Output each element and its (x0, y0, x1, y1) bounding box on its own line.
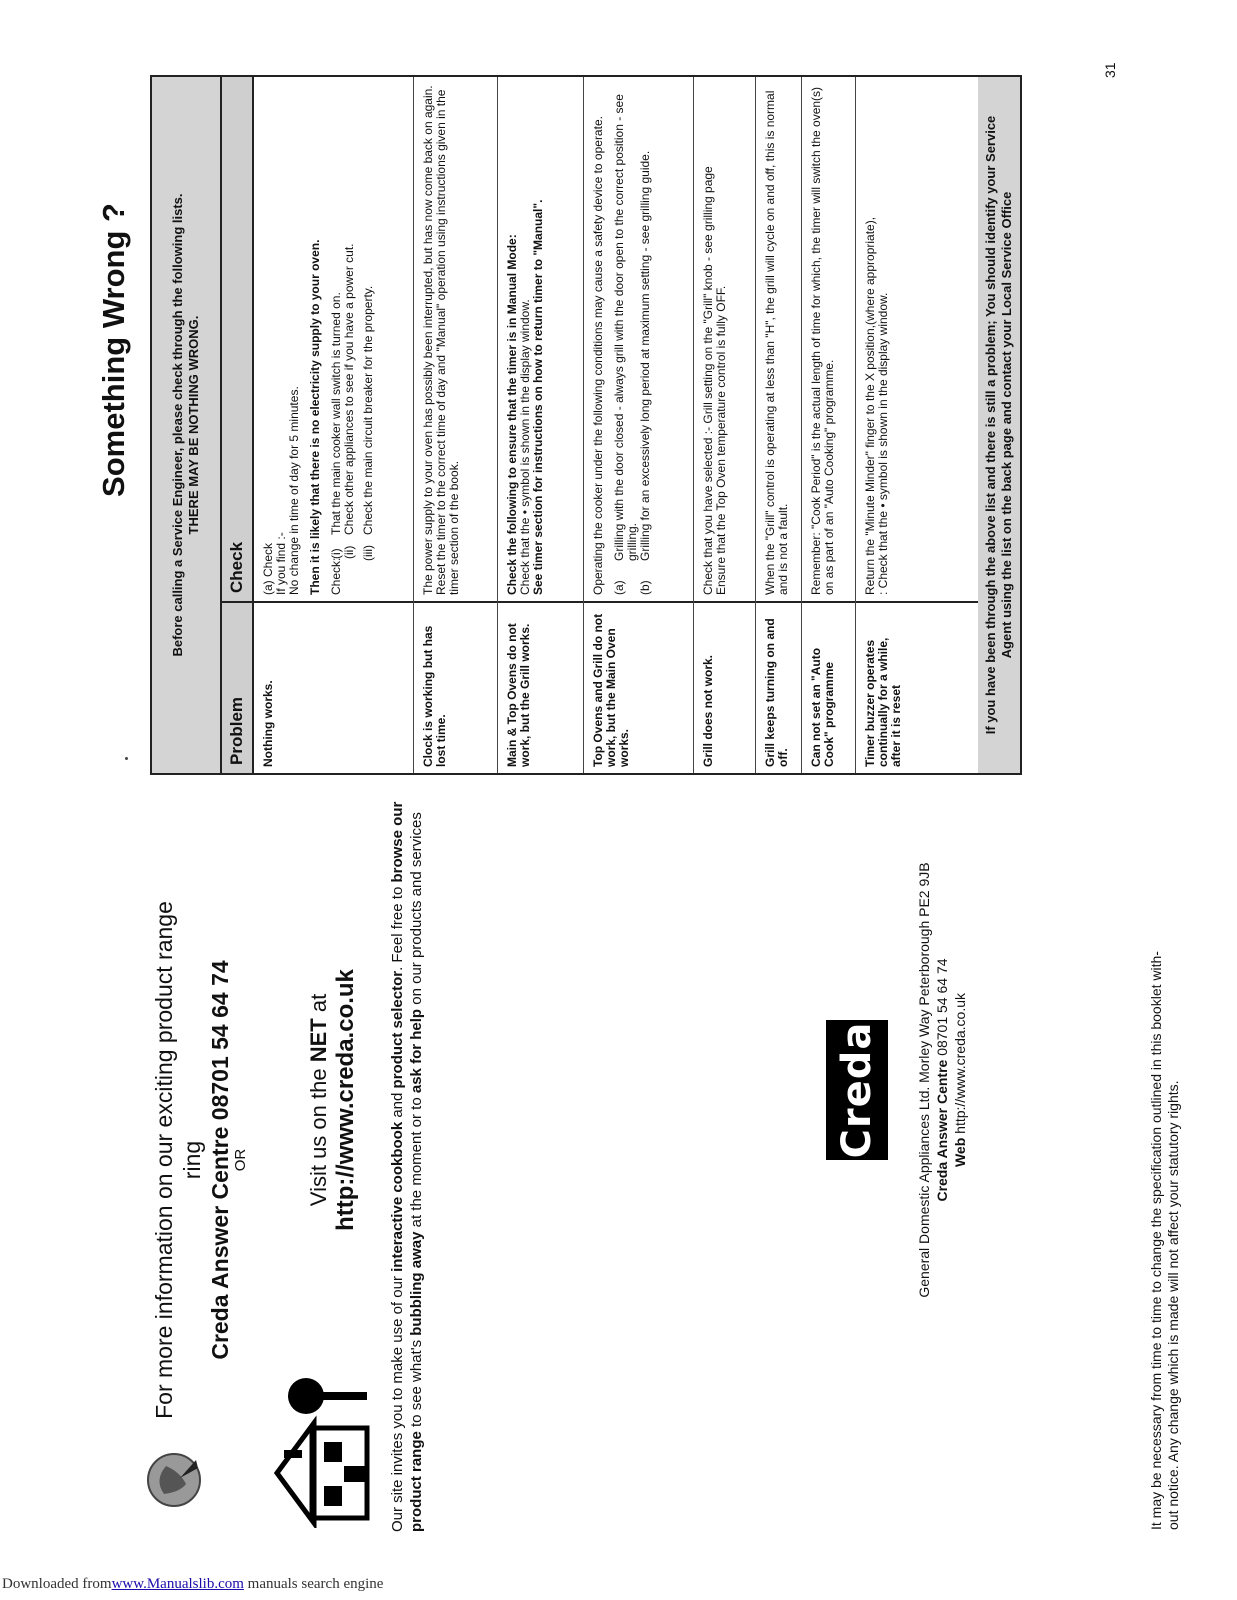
problem-cell: Timer buzzer operates continually for a while, after it is reset (856, 601, 982, 773)
check-text: : Check that the • symbol is shown in the display window. (876, 292, 890, 595)
check-item: Grilling for an excessively long period at maximum setting - see grilling guide. (638, 150, 652, 561)
header-check: Check (227, 541, 246, 593)
problem-cell: Main & Top Ovens do not work, but the Grill works. (498, 601, 583, 773)
check-label: Check: (329, 557, 343, 595)
footer-line2: Agent using the list on the back page and contact your Local Service Office (999, 191, 1014, 659)
download-credit (2, 1576, 383, 1593)
table-row (694, 77, 756, 773)
or-text: OR (232, 1148, 249, 1172)
check-text: Operating the cooker under the following conditions may cause a safety device to operate. (591, 116, 605, 595)
invite-bold-2: product selector (389, 970, 406, 1089)
notice-line1: It may be necessary from time to time to change the specification outlined in this booklet with- (1148, 951, 1164, 1530)
visit-block (305, 850, 359, 1350)
table-row (414, 77, 498, 773)
info-line2: Creda Answer Centre 08701 54 64 74 (207, 960, 233, 1360)
invite-bold-1: interactive cookbook (389, 1121, 406, 1272)
table-footer (978, 75, 1022, 775)
item-label: (b) (638, 580, 652, 595)
check-text: No change in time of day for 5 minutes. (287, 386, 301, 595)
check-item: Grilling with the door closed - always grill with the door open to the correct position - see grilling. (612, 94, 639, 561)
invite-bold-3: browse our product range (389, 801, 425, 1532)
notice-line2: out notice. Any change which is made will not affect your statutory rights. (1165, 1080, 1181, 1530)
item-label: (i) (329, 548, 343, 559)
check-item: That the main cooker wall switch is turned on. (329, 292, 343, 535)
visit-text: Visit us on the (306, 1068, 331, 1207)
table-row (584, 77, 694, 773)
info-line1: For more information on our exciting product range ring (151, 901, 205, 1419)
check-bold: Check the following to ensure that the timer is in Manual Mode: (505, 234, 519, 595)
check-bold: Then it is likely that there is no electricity supply to your oven. (308, 239, 322, 595)
check-text: (a) Check (261, 542, 275, 595)
invite-text-4: to see what's (408, 1339, 425, 1427)
invite-bold-4: bubbling away (408, 1231, 425, 1336)
check-cell: When the "Grill" control is operating at less than "H", the grill will cycle on and off, this is normal and is not a fault. (763, 90, 790, 595)
globe-icon (140, 1446, 208, 1514)
table-header (222, 77, 254, 773)
problem-cell: Grill does not work. (694, 601, 755, 773)
web-label: Web (952, 1137, 968, 1168)
invite-bold-5: ask for help (408, 1008, 425, 1094)
invite-text-2: and (389, 1092, 406, 1118)
manualslib-link[interactable]: www.Manualslib.com (111, 1576, 244, 1592)
invite-text-3: . Feel free to (389, 886, 406, 971)
check-text: Return the "Minute Minder" finger to the X position,(where appropriate), (863, 216, 877, 595)
answer-centre-phone: 08701 54 64 74 (934, 958, 950, 1056)
visit-at: at (306, 993, 331, 1013)
check-cell (694, 77, 755, 601)
download-suffix: manuals search engine (247, 1576, 384, 1592)
problem-cell: Nothing works. (254, 601, 413, 773)
visit-net: NET (306, 1018, 331, 1063)
table-row (802, 77, 856, 773)
problem-cell: Can not set an "Auto Cook" programme (802, 601, 855, 773)
table-row (498, 77, 584, 773)
problem-cell: Clock is working but has lost time. (414, 601, 497, 773)
item-label: (iii) (361, 545, 375, 561)
notice-paragraph (1148, 770, 1182, 1530)
creda-logo: Creda (826, 1020, 888, 1160)
intro-line1: Before calling a Service Engineer, please check through the following lists. (170, 193, 185, 657)
check-cell (498, 77, 583, 601)
check-text: If you find :- (274, 532, 288, 595)
page-title: Something Wrong ? (96, 203, 131, 497)
item-label: (ii) (342, 545, 356, 559)
intro-line2: THERE MAY BE NOTHING WRONG. (186, 315, 201, 535)
invite-text-5: at the moment or to (408, 1097, 425, 1228)
invite-text-1: Our site invites you to make use of our (389, 1276, 406, 1532)
check-cell (254, 77, 413, 601)
header-problem: Problem (222, 601, 252, 773)
address-block (915, 730, 969, 1430)
address-line1: General Domestic Appliances Ltd. Morley Way Peterborough PE2 9JB (916, 862, 932, 1298)
check-text: Ensure that the Top Oven temperature control is fully OFF. (714, 285, 728, 595)
item-label: (a) (612, 580, 626, 595)
download-prefix: Downloaded from (2, 1576, 112, 1592)
problem-cell: Top Ovens and Grill do not work, but the Main Oven works. (584, 601, 693, 773)
check-item: Check the main circuit breaker for the property. (361, 285, 375, 535)
table-row (254, 77, 414, 773)
footer-line1: If you have been through the above list and there is still a problem; You should identify your Service (983, 115, 998, 735)
check-text: Check that you have selected :- Grill setting on the "Grill" knob - see grilling page (701, 166, 715, 595)
check-cell: The power supply to your oven has possibly been interrupted, but has now come back on again. Reset the timer to the correct time of day and "Manual" operation using instructions given in the timer section of the book. (421, 85, 461, 595)
check-text: Check that the • symbol is shown in the display window. (518, 299, 532, 595)
invite-paragraph (388, 772, 426, 1532)
web-url: http://www.creda.co.uk (952, 992, 968, 1134)
check-item: Check other appliances to see if you have a power cut. (342, 243, 356, 535)
table-row (756, 77, 802, 773)
info-block (150, 880, 234, 1440)
check-cell (856, 77, 982, 601)
check-cell: Remember: "Cook Period" is the actual length of time for which, the timer will switch the oven(s) on as part of an "Auto Cooking" programme. (809, 86, 836, 595)
check-cell (584, 77, 693, 601)
page-number: 31 (1102, 62, 1118, 78)
speck (125, 757, 128, 760)
table-intro (152, 77, 222, 773)
check-bold: See timer section for instructions on how to return timer to "Manual". (531, 199, 545, 595)
troubleshooting-table (150, 75, 980, 775)
invite-text-6: on our products and services (408, 812, 425, 1005)
house-icon (272, 1368, 372, 1528)
website-link[interactable]: http://www.creda.co.uk (332, 969, 359, 1231)
problem-cell: Grill keeps turning on and off. (756, 601, 801, 773)
answer-centre-label: Creda Answer Centre (934, 1059, 950, 1202)
table-row (856, 77, 982, 773)
